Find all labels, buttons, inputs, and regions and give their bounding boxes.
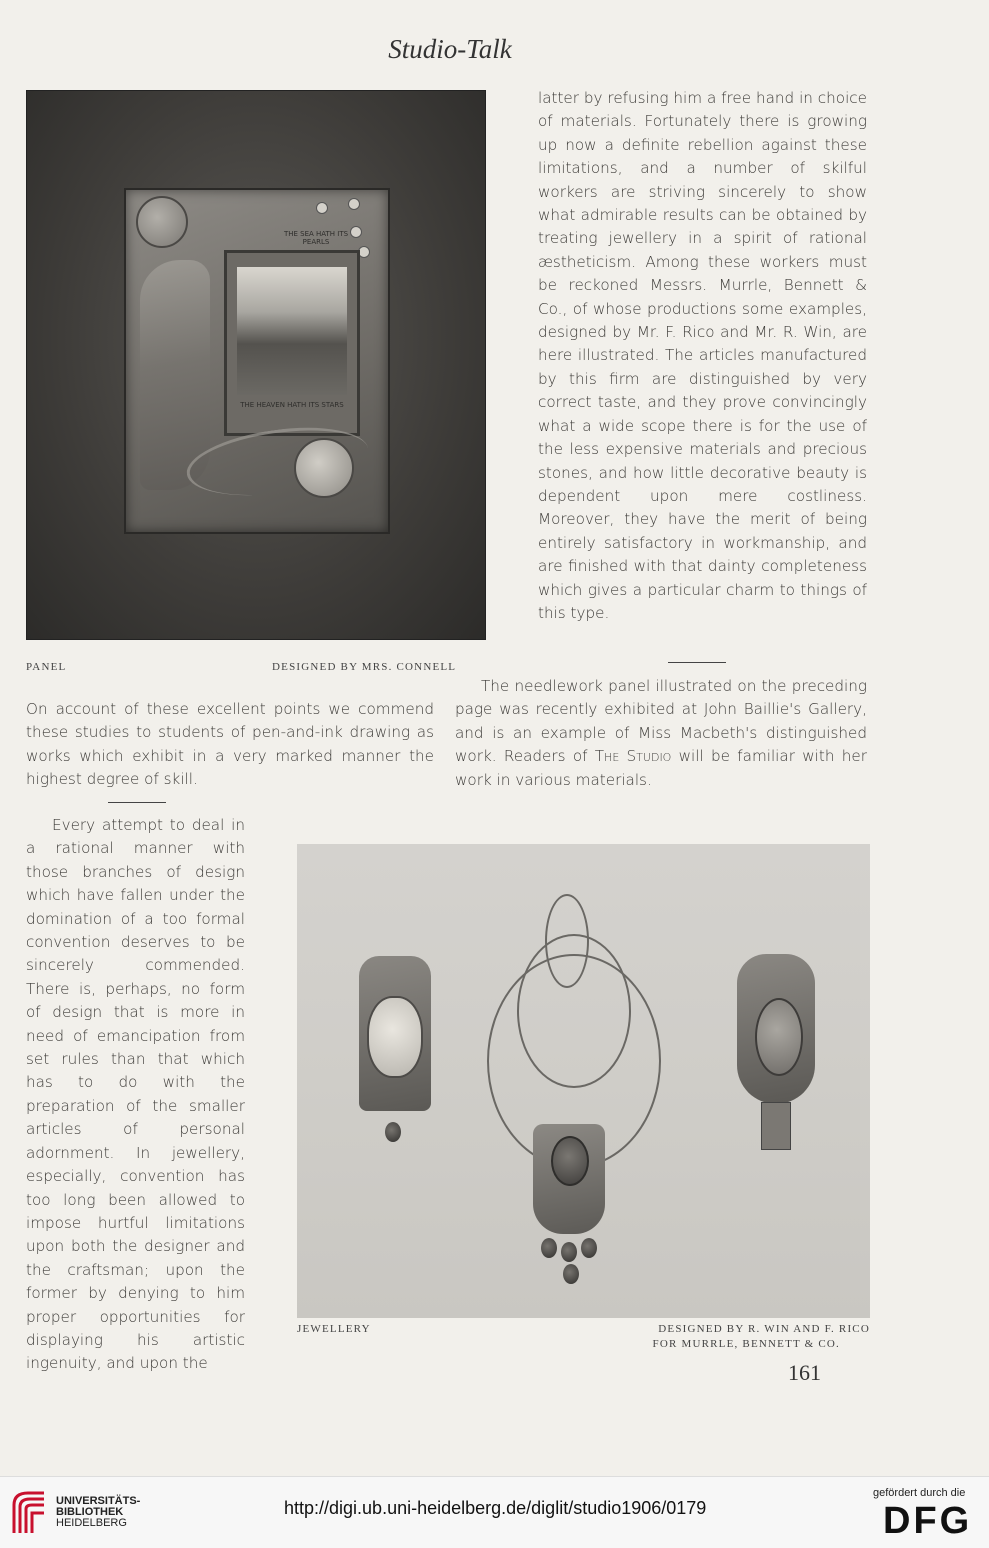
- library-name-line2: BIBLIOTHEK: [56, 1506, 124, 1518]
- left-pendant: [359, 956, 431, 1111]
- panel-caption-left: PANEL: [26, 661, 67, 673]
- jewellery-photograph: [297, 844, 870, 1318]
- right-column-text: [538, 87, 867, 625]
- left-paragraph-1-block: [26, 698, 434, 792]
- pearl-orb: [316, 202, 328, 214]
- library-name-line3: HEIDELBERG: [56, 1517, 127, 1529]
- inscription-bottom: THE HEAVEN HATH ITS STARS: [240, 401, 344, 409]
- running-title: Studio-Talk: [388, 34, 512, 64]
- left-paragraph-1: On account of these excellent points we commend these studies to students of pen-and-ink drawing as works which exhibit in a very marked manner the highest degree of skill.: [26, 700, 434, 789]
- pendant-drop: [385, 1122, 401, 1142]
- moon-disc-bottom: [294, 438, 354, 498]
- inscription-top: THE SEA HATH ITS PEARLS: [283, 230, 349, 246]
- seascape-picture: [237, 267, 347, 395]
- library-logo-icon: [10, 1487, 48, 1537]
- right-pendant: [737, 954, 815, 1104]
- necklace-drop: [563, 1264, 579, 1284]
- left-paragraph-2-block: [26, 814, 245, 1376]
- panel-caption-right: DESIGNED BY MRS. CONNELL: [272, 661, 457, 673]
- necklace-chain: [545, 894, 589, 988]
- panel-frame: [124, 188, 390, 534]
- necklace-drop: [561, 1242, 577, 1262]
- magazine-title: The Studio: [594, 747, 672, 766]
- right-paragraph-2-end: will be familiar with her work in various materials.: [455, 747, 867, 789]
- library-name-line1: UNIVERSITÄTS-: [56, 1495, 141, 1507]
- section-rule: [668, 662, 726, 663]
- digitization-footer: [0, 1476, 989, 1548]
- right-paragraph-1: latter by refusing him a free hand in choice of materials. Fortunately there is growing up now a definite rebellion against these limitations, and a number of skilful workers are striving sincerely to show what admirable results can be obtained by treating jewellery in a spirit of rational æstheticism. Among these workers must be reckoned Messrs. Murrle, Bennett & Co., of whose productions some examples, designed by Mr. F. Rico and Mr. R. Win, are here illustrated. The articles manufactured by this firm are distinguished by very correct taste, and they prove convincingly what a wide scope there is for the use of the less expensive materials and precious stones, and how little decorative beauty is dependent upon mere costliness. Moreover, they have the merit of being entirely satisfactory in workmanship, and are finished with that dainty completeness which gives a particular charm to things of this type.: [538, 89, 867, 622]
- permalink-url[interactable]: http://digi.ub.uni-heidelberg.de/diglit/studio1906/0179: [284, 1498, 707, 1518]
- necklace-drop: [541, 1238, 557, 1258]
- jewellery-caption-right-2: FOR MURRLE, BENNETT & CO.: [652, 1338, 840, 1350]
- pendant-tail: [761, 1102, 791, 1150]
- pendant-stone: [755, 998, 803, 1076]
- jewellery-caption-left: JEWELLERY: [297, 1323, 371, 1335]
- panel-inner-frame: [224, 250, 360, 436]
- necklace-drop: [581, 1238, 597, 1258]
- panel-illustration: [26, 90, 486, 640]
- jewellery-caption-right-1: DESIGNED BY R. WIN AND F. RICO: [658, 1323, 870, 1335]
- left-paragraph-2: Every attempt to deal in a rational manner with those branches of design which have fallen under the domination of a too formal convention deserves to be sincerely commended. There is, perhaps, no form of design that is more in need of emancipation from set rules than that which has to do with the preparation of the smaller articles of personal adornment. In jewellery, especially, convention has too long been allowed to impose hurtful limitations upon both the designer and the craftsman; upon the former by denying to him proper opportunities for displaying his artistic ingenuity, and upon the: [26, 816, 245, 1373]
- library-name: [56, 1496, 140, 1529]
- right-paragraph-2-start: The needlework panel illustrated on the preceding page was recently exhibited at John Baillie's Gallery, and is an example of Miss Macbeth's distinguished work. Readers of: [455, 677, 867, 766]
- dfg-logo: DFG: [883, 1500, 973, 1542]
- needlework-paragraph: [455, 675, 867, 792]
- pendant-stone: [367, 996, 423, 1078]
- page-number: 161: [788, 1360, 821, 1385]
- funding-label: gefördert durch die: [873, 1487, 966, 1499]
- pearl-orb: [348, 198, 360, 210]
- necklace-stone: [551, 1136, 589, 1186]
- section-rule: [108, 802, 166, 803]
- necklace-pendant: [533, 1124, 605, 1234]
- moon-disc-top: [136, 196, 188, 248]
